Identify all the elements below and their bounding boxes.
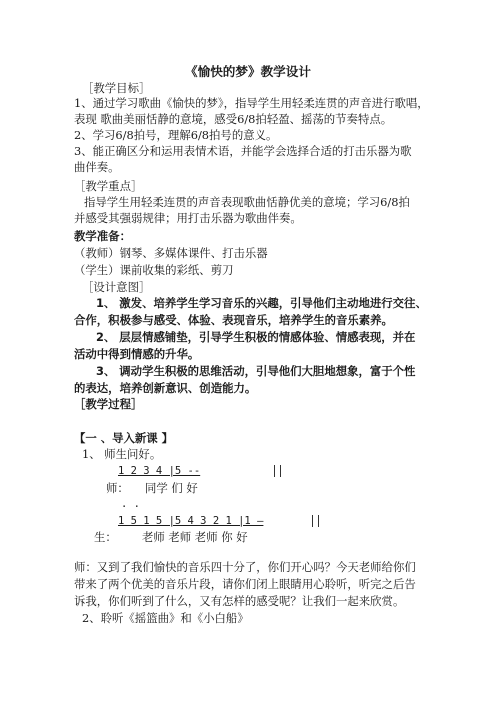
goals-heading: ［教学目标］ xyxy=(82,81,151,95)
keypoints-line: 指导学生用轻柔连贯的声音表现歌曲恬静优美的意境；学习6/8拍 xyxy=(84,195,410,209)
goals-line: 曲伴奏。 xyxy=(74,160,120,174)
barline xyxy=(280,465,281,477)
barline xyxy=(318,515,319,527)
keypoints-heading: ［教学重点］ xyxy=(74,179,143,193)
intent-line: 2、 层层情感铺垫，引导学生积极的情感体验、情感表现，并在 xyxy=(96,330,416,344)
barline xyxy=(274,465,275,477)
teacher-label: 师： xyxy=(106,481,129,495)
student-label: 生： xyxy=(94,530,117,544)
teacher-paragraph: 师：又到了我们愉快的音乐四十分了，你们开心吗？今天老师给你们 xyxy=(74,560,416,574)
intent-line: 合作，积极参与感受、体验、表现音乐，培养学生的音乐素养。 xyxy=(74,313,393,327)
page-title: 《愉快的梦》教学设计 xyxy=(185,64,311,79)
process-heading: ［教学过程］ xyxy=(74,397,143,411)
student-lyrics: 老师 老师 老师 你 好 xyxy=(142,530,248,544)
intent-line: 的表达，培养创新意识、创造能力。 xyxy=(74,381,257,395)
step-greeting: 1、 师生问好。 xyxy=(82,447,162,461)
section-heading: 【一 、导入新课 】 xyxy=(74,431,174,445)
intent-line: 3、 调动学生积极的思维活动，引导他们大胆地想象，富于个性 xyxy=(96,364,416,378)
notation-dots: . . xyxy=(121,498,140,510)
student-notation: 1 5 1 5 |5 4 3 2 1 |1 — xyxy=(118,515,264,527)
intent-line: 1、 激发、培养学生学习音乐的兴趣，引导他们主动地进行交往、 xyxy=(96,296,427,310)
teacher-notation: 1 2 3 4 |5 -- xyxy=(118,465,201,477)
teacher-paragraph: 带来了两个优美的音乐片段，请你们闭上眼睛用心聆听，听完之后告 xyxy=(74,577,416,591)
prep-line: （学生）课前收集的彩纸、剪刀 xyxy=(74,263,234,277)
goals-line: 3、能正确区分和运用表情术语，并能学会选择合适的打击乐器为歌 xyxy=(74,144,412,158)
prep-heading: 教学准备： xyxy=(74,229,131,243)
goals-line: 2、学习6/8拍号，理解6/8拍号的意义。 xyxy=(74,128,278,142)
barline xyxy=(312,515,313,527)
step-listen: 2、聆听《摇篮曲》和《小白船》 xyxy=(82,611,249,625)
intent-line: 活动中得到情感的升华。 xyxy=(74,347,200,361)
goals-line: 表现 歌曲美丽恬静的意境，感受6/8拍轻盈、摇荡的节奏特点。 xyxy=(74,112,393,126)
prep-line: （教师）钢琴、多媒体课件、打击乐器 xyxy=(74,246,268,260)
teacher-lyrics: 同学 们 好 xyxy=(145,481,198,495)
goals-line: 1、通过学习歌曲《愉快的梦》，指导学生用轻柔连贯的声音进行歌唱， xyxy=(74,96,429,110)
teacher-paragraph: 诉我，你们听到了什么，又有怎样的感受呢？让我们一起来欣赏。 xyxy=(74,594,405,608)
keypoints-line: 并感受其强弱规律；用打击乐器为歌曲伴奏。 xyxy=(74,211,302,225)
intent-heading: ［设计意图］ xyxy=(82,280,151,294)
